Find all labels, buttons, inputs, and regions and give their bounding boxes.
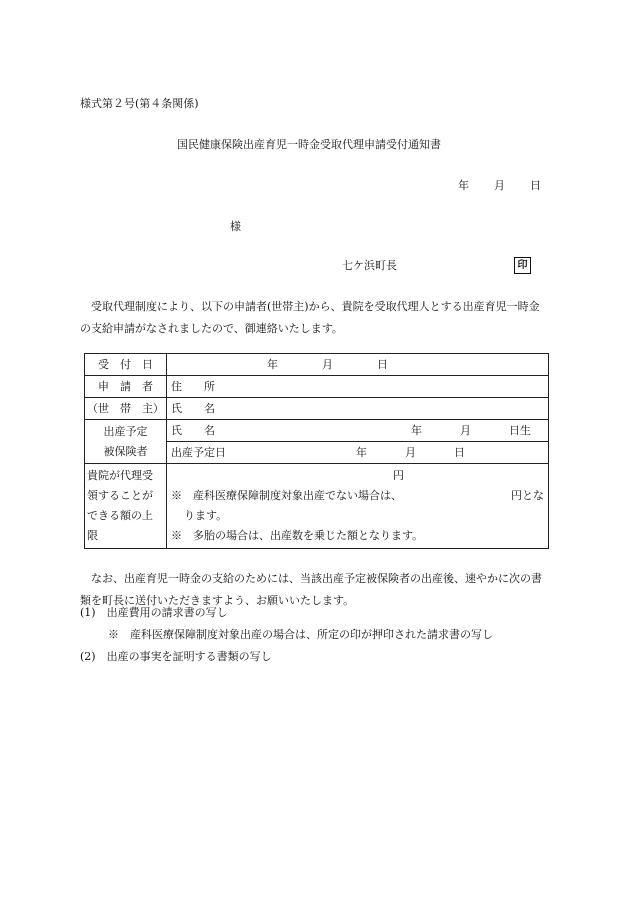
insured-label-line1: 出産予定 bbox=[103, 424, 148, 438]
table-row-applicant-name bbox=[85, 398, 549, 420]
applicant-sub-label: （世 帯 主） bbox=[85, 398, 167, 420]
list-item: (2) 出産の事実を証明する書類の写し bbox=[80, 650, 272, 663]
due-date-field: 出産予定日 年 月 日 bbox=[167, 442, 549, 464]
notification-table bbox=[84, 353, 549, 549]
document-title: 国民健康保険出産育児一時金受取代理申請受付通知書 bbox=[177, 138, 441, 151]
sender-title: 七ケ浜町長 bbox=[342, 259, 397, 272]
receipt-date-label: 受 付 日 bbox=[85, 354, 167, 376]
list-item: (1) 出産費用の請求書の写し bbox=[80, 606, 228, 619]
form-number: 様式第２号(第４条関係) bbox=[80, 97, 199, 110]
table-row-limit bbox=[85, 464, 549, 549]
receipt-date-value: 年 月 日 bbox=[167, 354, 549, 376]
yen-unit: 円 bbox=[393, 469, 404, 482]
insured-label-line2: 被保険者 bbox=[103, 444, 148, 458]
limit-label: 貴院が代理受 領することが できる額の上 限 bbox=[85, 464, 167, 549]
table-row-receipt bbox=[85, 354, 549, 376]
insured-label bbox=[85, 420, 167, 464]
date-year: 年 bbox=[458, 179, 469, 192]
insured-name-field: 氏 名 年 月 日生 bbox=[167, 420, 549, 442]
list-item-note: ※ 産科医療保障制度対象出産の場合は、所定の印が押印された請求書の写し bbox=[108, 628, 493, 641]
seal-stamp: 印 bbox=[514, 257, 531, 274]
insured-name-label: 氏 名 bbox=[171, 423, 215, 437]
date-day: 日 bbox=[530, 179, 541, 192]
addressee-suffix: 様 bbox=[230, 220, 241, 233]
applicant-label: 申 請 者 bbox=[85, 376, 167, 398]
closing-paragraph: なお、出産育児一時金の支給のためには、当該出産予定被保険者の出産後、速やかに次の書類を町長に送付いただきますよう、お願いいたします。 bbox=[80, 572, 542, 607]
address-field: 住 所 bbox=[167, 376, 549, 398]
date-month: 月 bbox=[494, 179, 505, 192]
table-row-address bbox=[85, 376, 549, 398]
due-date-label: 出産予定日 bbox=[171, 445, 226, 459]
applicant-name-field: 氏 名 bbox=[167, 398, 549, 420]
table-row-insured-name bbox=[85, 420, 549, 442]
limit-amount-field: 円 ※ 産科医療保障制度対象出産でない場合は、 円とな ります。 ※ 多胎の場合は、出産数を乗じた額となります。 bbox=[167, 464, 549, 549]
intro-paragraph: 受取代理制度により、以下の申請者(世帯主)から、貴院を受取代理人とする出産育児一時金の支給申請がなされましたので、御連絡いたします。 bbox=[80, 300, 540, 335]
